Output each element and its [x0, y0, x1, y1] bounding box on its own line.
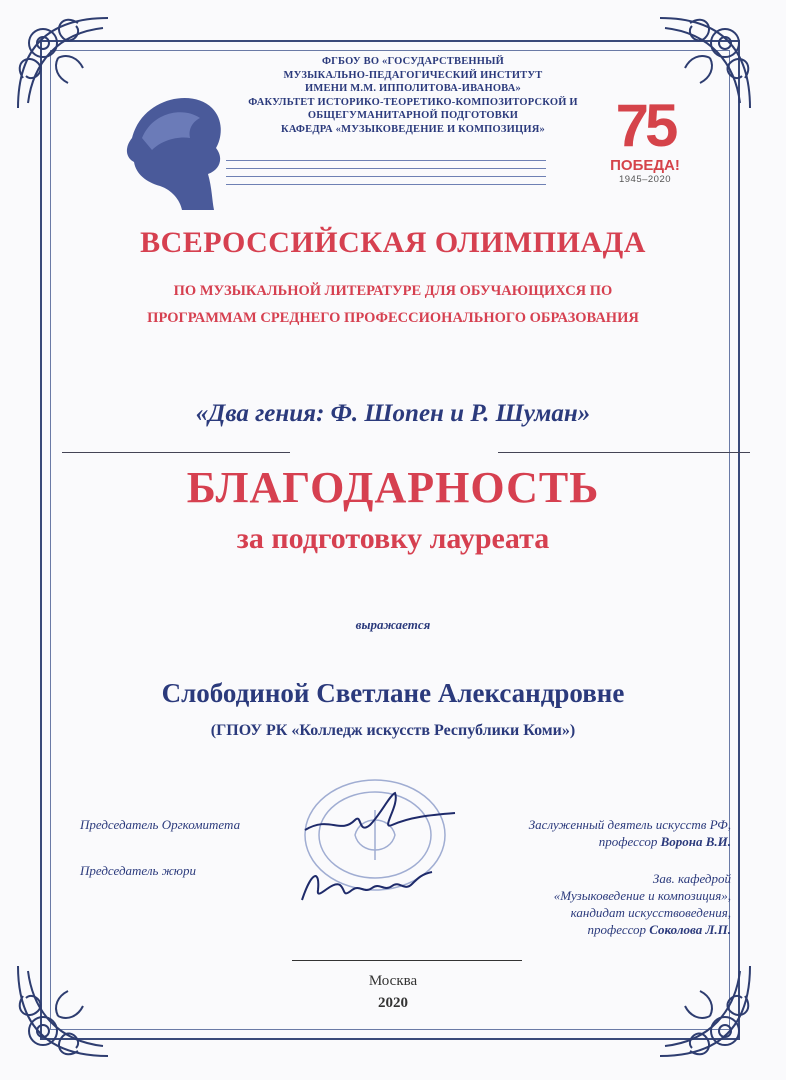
institution-line: ИМЕНИ М.М. ИППОЛИТОВА-ИВАНОВА» — [305, 83, 521, 94]
expressed-text: выражается — [355, 617, 431, 632]
signatory-2-rank: профессор — [587, 922, 650, 937]
signatory-2-position — [554, 921, 731, 938]
footer-city: Москва — [368, 973, 418, 989]
victory-75-logo — [590, 92, 700, 206]
signatory-2-line: «Музыковедение и композиция», — [553, 888, 731, 903]
signatory-2-line: кандидат искусствоведения, — [570, 905, 731, 920]
award-subtitle: за подготовку лауреата — [236, 522, 550, 555]
institution-line: ФГБОУ ВО «ГОСУДАРСТВЕННЫЙ — [321, 56, 505, 67]
institution-line: МУЗЫКАЛЬНО-ПЕДАГОГИЧЕСКИЙ ИНСТИТУТ — [283, 69, 543, 81]
recipient-name: Слободиной Светлане Александровне — [161, 678, 625, 708]
signatory-1 — [529, 816, 731, 850]
signatory-1-position — [529, 833, 731, 850]
divider — [498, 452, 750, 453]
footer-divider — [292, 960, 522, 961]
olympiad-title: ВСЕРОССИЙСКАЯ ОЛИМПИАДА — [140, 226, 646, 259]
signatory-1-rank: профессор — [598, 834, 661, 849]
olympiad-theme: «Два гения: Ф. Шопен и Р. Шуман» — [195, 400, 591, 427]
signature-label-organizing-committee: Председатель Оргкомитета — [80, 817, 241, 832]
subtitle-line: ПРОГРАММАМ СРЕДНЕГО ПРОФЕССИОНАЛЬНОГО ОБРАЗОВАНИЯ — [147, 310, 639, 326]
victory-word: ПОБЕДА! — [610, 157, 680, 174]
subtitle-line: ПО МУЗЫКАЛЬНОЙ ЛИТЕРАТУРЕ ДЛЯ ОБУЧАЮЩИХСЯ ПО — [173, 283, 613, 299]
signatory-2-name: Соколова Л.П. — [649, 922, 731, 937]
award-title: БЛАГОДАРНОСТЬ — [186, 463, 600, 512]
corner-ornament-icon — [8, 8, 118, 118]
signatory-2 — [554, 870, 731, 938]
signatory-1-title: Заслуженный деятель искусств РФ, — [528, 817, 731, 832]
recipient-organization: (ГПОУ РК «Колледж искусств Республики Коми») — [210, 722, 576, 739]
music-staff-lines — [226, 160, 546, 200]
signatory-2-line: Зав. кафедрой — [652, 871, 731, 886]
signature-label-jury: Председатель жюри — [80, 863, 196, 878]
olympiad-subtitle — [60, 278, 726, 332]
footer — [0, 970, 786, 1014]
victory-number: 75 — [615, 92, 675, 159]
victory-years: 1945–2020 — [618, 174, 672, 185]
signatory-1-name: Ворона В.И. — [660, 834, 731, 849]
institution-line: ОБЩЕГУМАНИТАРНОЙ ПОДГОТОВКИ — [307, 110, 519, 121]
footer-year: 2020 — [378, 995, 408, 1011]
divider — [62, 452, 290, 453]
institution-line: КАФЕДРА «МУЗЫКОВЕДЕНИЕ И КОМПОЗИЦИЯ» — [281, 123, 545, 135]
signature-jury-chairman-icon — [292, 860, 442, 910]
institution-header — [220, 55, 606, 136]
signature-chairman-organizing-icon — [300, 785, 460, 845]
institution-line: ФАКУЛЬТЕТ ИСТОРИКО-ТЕОРЕТИКО-КОМПОЗИТОРСКОЙ И — [248, 96, 578, 108]
